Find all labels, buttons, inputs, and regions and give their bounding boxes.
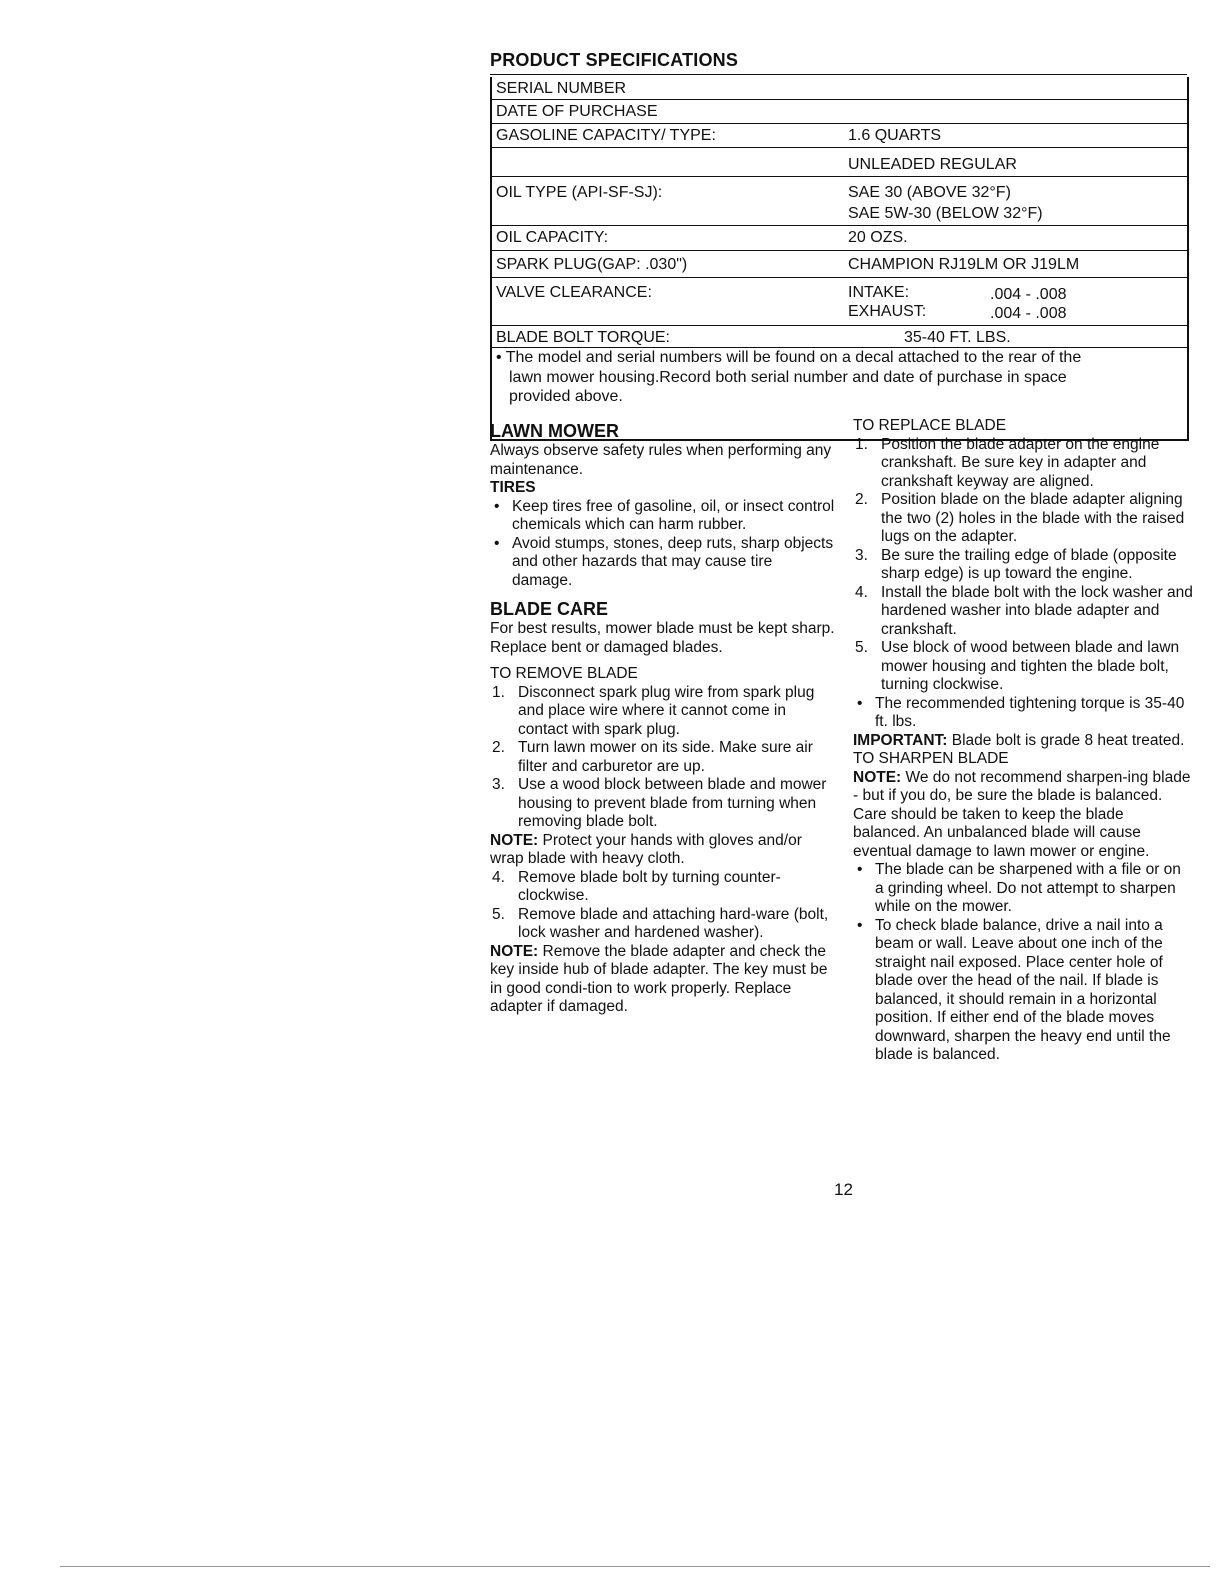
spec-value: .004 - .008 [990, 305, 1067, 322]
list-item: • Avoid stumps, stones, deep ruts, sharp objects and other hazards that may cause tire damage. [494, 534, 834, 589]
spec-value: CHAMPION RJ19LM OR J19LM [848, 256, 1080, 273]
note: NOTE: We do not recommend sharpen-ing blade - but if you do, be sure the blade is balanced. [853, 768, 1191, 804]
right-column [853, 417, 1193, 1065]
list-item: 5. Remove blade and attaching hard-ware (bolt, lock washer and hardened washer). [492, 905, 829, 941]
spec-row-oil-type [492, 177, 1187, 226]
section-heading-tires: TIRES [490, 479, 536, 496]
list-item: 3. Be sure the trailing edge of blade (opposite sharp edge) is up toward the engine. [855, 546, 1177, 582]
bullet-icon: • [857, 916, 863, 934]
spec-value: INTAKE: [848, 284, 910, 301]
list-item: 5. Use block of wood between blade and lawn mower housing and tighten the blade bolt, turning clockwise. [855, 639, 1180, 693]
serial-note [496, 348, 1181, 407]
spec-value: 20 OZS. [848, 229, 908, 246]
note: NOTE: Remove the blade adapter and check the key inside hub of blade adapter. The key must be in good condi-tion to work properly. Replace adapter if damaged. [490, 942, 828, 1015]
spec-value: SAE 30 (ABOVE 32°F) [848, 184, 1011, 201]
paragraph: Care should be taken to keep the blade balanced. An unbalanced blade will cause eventual damage to lawn mower or engine. [853, 805, 1150, 860]
bullet-icon: • [857, 861, 863, 878]
paragraph: For best results, mower blade must be kept sharp. Replace bent or damaged blades. [490, 620, 835, 656]
list-item: • The recommended tightening torque is 35-40 ft. lbs. [857, 694, 1185, 730]
spec-label: GASOLINE CAPACITY/ TYPE: [496, 127, 716, 144]
section-heading-sharpen-blade: TO SHARPEN BLADE [853, 750, 1009, 767]
page-number: 12 [834, 1180, 853, 1199]
spec-label: SPARK PLUG(GAP: .030") [496, 256, 688, 273]
note-line: lawn mower housing.Record both serial number and date of purchase in space [509, 368, 1067, 386]
spec-row-date [492, 100, 1187, 124]
scan-edge-rule [60, 1566, 1210, 1567]
list-item: • The blade can be sharpened with a file or on a grinding wheel. Do not attempt to sharpen while on the mower. [857, 861, 1181, 915]
spec-label: SERIAL NUMBER [496, 80, 627, 97]
spec-row-serial [492, 77, 1187, 100]
spec-label: OIL TYPE (API-SF-SJ): [496, 184, 663, 201]
spec-value: 1.6 QUARTS [848, 127, 942, 144]
important-note: IMPORTANT: Blade bolt is grade 8 heat treated. [853, 731, 1185, 749]
spec-value: UNLEADED REGULAR [848, 156, 1017, 173]
bullet-icon: • [494, 534, 500, 552]
spec-label: BLADE BOLT TORQUE: [496, 329, 670, 346]
section-heading-blade-care: BLADE CARE [490, 599, 609, 619]
spec-value: SAE 5W-30 (BELOW 32°F) [848, 205, 1043, 222]
spec-label: DATE OF PURCHASE [496, 103, 658, 120]
section-heading-lawn-mower: LAWN MOWER [490, 421, 619, 441]
paragraph: Always observe safety rules when performing any maintenance. [490, 442, 832, 478]
spec-value: 35-40 FT. LBS. [904, 329, 1011, 346]
note: NOTE: Protect your hands with gloves and/or wrap blade with heavy cloth. [490, 831, 802, 867]
list-item: 1. Position the blade adapter on the engine crankshaft. Be sure key in adapter and crankshaft keyway are aligned. [855, 435, 1160, 490]
list-item: 3. Use a wood block between blade and mower housing to prevent blade from turning when removing blade bolt. [492, 776, 827, 830]
section-heading-replace-blade: TO REPLACE BLADE [853, 417, 1007, 434]
bullet-icon: • [857, 694, 863, 712]
list-item: 4. Install the blade bolt with the lock washer and hardened washer into blade adapter and crankshaft. [855, 583, 1193, 638]
spec-label: VALVE CLEARANCE: [496, 284, 652, 301]
spec-row-torque [492, 326, 1187, 348]
list-item: 2. Turn lawn mower on its side. Make sure air filter and carburetor are up. [492, 739, 813, 775]
spec-value: .004 - .008 [990, 286, 1067, 303]
note-line: provided above. [509, 388, 623, 405]
spec-row-oil-capacity [492, 226, 1187, 251]
bullet-icon: • [494, 497, 500, 515]
spec-row-spark-plug [492, 251, 1187, 278]
list-item: 4. Remove blade bolt by turning counter-clockwise. [492, 868, 781, 904]
left-column [490, 420, 835, 1017]
list-item: • Keep tires free of gasoline, oil, or insect control chemicals which can harm rubber. [494, 497, 835, 533]
list-item: 1. Disconnect spark plug wire from spark plug and place wire where it cannot come in contact with spark plug. [492, 683, 815, 738]
title-rule [490, 74, 1187, 75]
list-item: 2. Position blade on the blade adapter aligning the two (2) holes in the blade with the raised lugs on the adapter. [855, 491, 1185, 545]
specifications-table [490, 77, 1189, 441]
section-heading-remove-blade: TO REMOVE BLADE [490, 665, 638, 682]
spec-row-gasoline [492, 124, 1187, 148]
page-title: PRODUCT SPECIFICATIONS [490, 50, 739, 70]
spec-value: EXHAUST: [848, 303, 927, 320]
spec-row-gasoline-type [492, 148, 1187, 177]
note-line: • The model and serial numbers will be found on a decal attached to the rear of the [496, 349, 1082, 366]
list-item: • To check blade balance, drive a nail into a beam or wall. Leave about one inch of the straight nail exposed. Place center hole of blade over the head of the nail. If blade is balanced, it should remain in a horizontal position. If either end of the blade moves downward, sharpen the heavy end until the blade is balanced. [857, 916, 1171, 1063]
spec-label: OIL CAPACITY: [496, 229, 609, 246]
spec-row-valve [492, 278, 1187, 326]
